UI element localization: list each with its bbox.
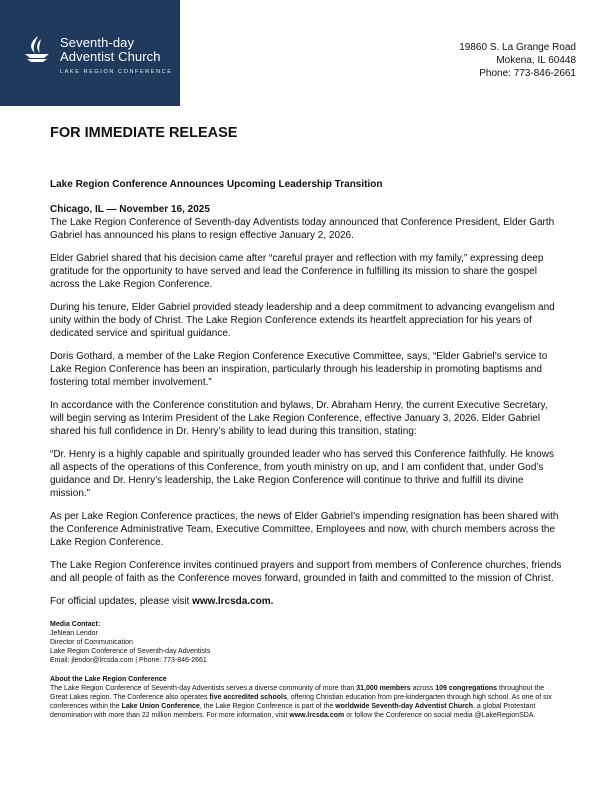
about-text [50,684,562,720]
official-updates-text: For official updates, please visit [50,596,193,607]
about-text-part: , offering Christian education from pre-kindergarten through high school. As one of six conferences within the [50,694,552,710]
address-city: Mokena, IL 60448 [496,55,576,66]
contact-org: Lake Region Conference of Seventh-day Adventists [50,648,211,655]
logo-text-line1: Seventh-day [60,35,135,50]
logo-text-line2: Adventist Church [60,49,161,64]
about-text-part: across [410,685,436,692]
paragraph-7: As per Lake Region Conference practices, the news of Elder Gabriel’s impending resignation has been shared with the Conference Administrative Team, Executive Committee, Employees and now, with church members across the Lake Region Conference. [50,511,559,548]
about-text-part: , the Lake Region Conference is part of the [199,703,336,710]
address-street: 19860 S. La Grange Road [459,42,576,53]
about-members-count: 31,000 members [356,685,411,692]
paragraph-8: The Lake Region Conference invites continued prayers and support from members of Conference churches, friends and all people of faith as the Conference moves forward, grounded in faith and committed to the mission of Christ. [50,560,562,584]
about-website-link[interactable]: www.lrcsda.com [289,712,345,719]
about-section [50,675,562,720]
headline: Lake Region Conference Announces Upcoming Leadership Transition [50,179,383,190]
about-label: About the Lake Region Conference [50,676,167,683]
about-text-part: or follow the Conference on social media @LakeRegionSDA. [344,712,536,719]
adventist-flame-logo-icon [22,34,52,64]
about-worldwide-church: worldwide Seventh-day Adventist Church [335,703,474,710]
media-contact [50,620,562,665]
release-label: FOR IMMEDIATE RELEASE [50,125,238,141]
logo-subtitle: LAKE REGION CONFERENCE [60,69,173,75]
official-updates-line [50,595,562,608]
letterhead-address [459,41,576,80]
website-link[interactable]: www.lrcsda.com. [192,596,274,607]
logo-block [0,0,180,106]
contact-title: Director of Communication [50,639,133,646]
contact-email-phone: Email: jlendor@lrcsda.com | Phone: 773-846-2661 [50,657,207,664]
media-contact-label: Media Contact: [50,621,101,628]
address-phone: Phone: 773-846-2661 [479,68,576,79]
paragraph-1: The Lake Region Conference of Seventh-day Adventists today announced that Conference President, Elder Garth Gabriel has announced his plans to resign effective January 2, 2026. [50,217,555,241]
about-text-part: throughout the Great Lakes region. The Conference also operates [50,685,545,701]
about-union-conference: Lake Union Conference [121,703,200,710]
about-text-part: The Lake Region Conference of Seventh-day Adventists serves a diverse community of more than [50,685,357,692]
paragraph-3: During his tenure, Elder Gabriel provided steady leadership and a deep commitment to advancing evangelism and unity within the body of Christ. The Lake Region Conference extends its heartfelt appreciation for his years of dedicated service and spiritual guidance. [50,302,555,339]
contact-name: JeNean Lendor [50,630,98,637]
about-text-part: , a global Protestant denomination with more than 22 million members. For more information, visit [50,703,536,719]
paragraph-5: In accordance with the Conference constitution and bylaws, Dr. Abraham Henry, the current Executive Secretary, will begin serving as Interim President of the Lake Region Conference, effective January 3, 2026. Elder Gabriel shared his full confidence in Dr. Henry’s ability to lead during this transition, stating: [50,400,548,437]
dateline: Chicago, IL — November 16, 2025 [50,204,210,215]
quote-paragraph: “Dr. Henry is a highly capable and spiritually grounded leader who has served this Conference faithfully. He knows all aspects of the operations of this Conference, from youth ministry on up, and I am confident that, under God’s guidance and Dr. Henry’s leadership, the Lake Region Conference will continue to thrive and fulfill its divine mission.” [50,449,554,499]
paragraph-2: Elder Gabriel shared that his decision came after “careful prayer and reflection with my family,” expressing deep gratitude for the opportunity to have served and lead the Conference in fulfilling its mission to share the gospel across the Lake Region Conference. [50,253,544,290]
paragraph-4: Doris Gothard, a member of the Lake Region Conference Executive Committee, says, “Elder Gabriel’s service to Lake Region Conference has been an inspiration, particularly through his leadership in promoting baptisms and fostering total member involvement.” [50,351,548,388]
press-release-body [50,178,562,720]
about-congregations-count: 109 congregations [435,685,498,692]
about-schools: five accredited schools [209,694,287,701]
